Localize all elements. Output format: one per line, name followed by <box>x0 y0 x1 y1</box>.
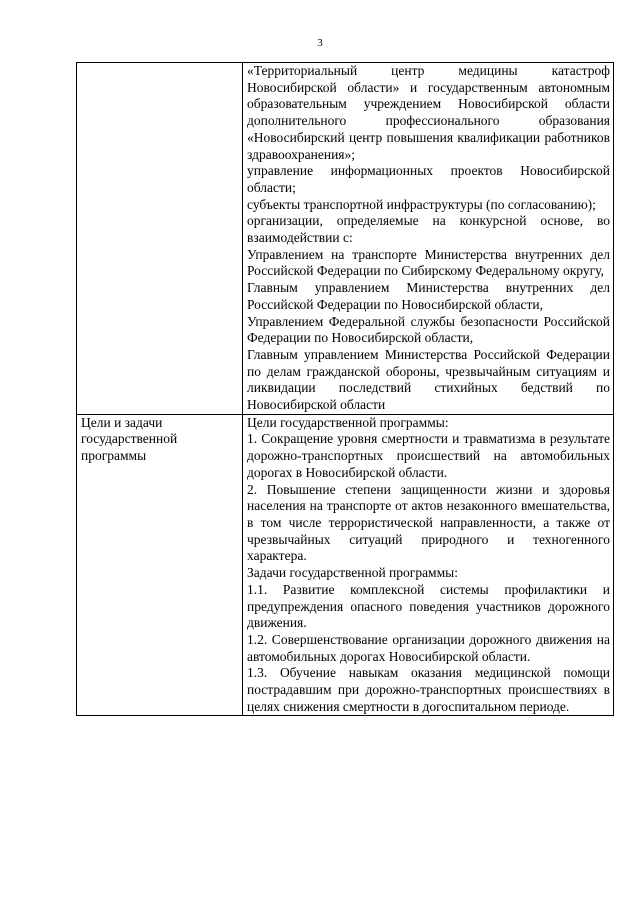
paragraph-goals-heading: Цели государственной программы: <box>247 414 449 430</box>
row-content-cell <box>243 63 614 415</box>
paragraph-interaction-emergency-ministry: Главным управлением Министерства Российской Федерации по делам гражданской обороны, чрезвычайным ситуациям и ликвидации последствий стихийных бедствий по Новосибирской области <box>247 346 610 413</box>
table-row <box>77 414 614 716</box>
paragraph-goal-1: 1. Сокращение уровня смертности и травматизма в результате дорожно-транспортных происшествий на автомобильных дорогах в Новосибирской области. <box>247 431 610 480</box>
row-label-cell <box>77 63 243 415</box>
paragraph-participant-transport-subjects: субъекты транспортной инфраструктуры (по согласованию); <box>247 196 596 212</box>
table-row <box>77 63 614 415</box>
paragraph-goal-2: 2. Повышение степени защищенности жизни и здоровья населения на транспорте от актов незаконного вмешательства, в том числе террористической направленности, а также от чрезвычайных ситуаций природного и техногенного характера. <box>247 481 610 564</box>
paragraph-task-1-1: 1.1. Развитие комплексной системы профилактики и предупреждения опасного поведения участников дорожного движения. <box>247 581 610 631</box>
paragraph-interaction-security-service: Управлением Федеральной службы безопасности Российской Федерации по Новосибирской области, <box>247 313 610 346</box>
paragraph-task-1-3: 1.3. Обучение навыкам оказания медицинской помощи пострадавшим при дорожно-транспортных происшествиях в целях снижения смертности в догоспитальном периоде. <box>247 665 610 714</box>
paragraph-participant-organizations: организации, определяемые на конкурсной основе, во взаимодействии с: <box>247 213 610 246</box>
paragraph-interaction-interior-ministry: Главным управлением Министерства внутренних дел Российской Федерации по Новосибирской области, <box>247 280 610 312</box>
paragraph-tasks-heading: Задачи государственной программы: <box>247 565 458 581</box>
row-content-cell <box>243 414 614 716</box>
paragraph-participants-continuation: «Территориальный центр медицины катастроф Новосибирской области» и государственным автономным образовательным учреждением Новосибирской области дополнительного профессионального образования «Новосибирский центр повышения квалификации работников здравоохранения»; <box>247 63 610 162</box>
page-number: 3 <box>317 37 323 49</box>
program-passport-table <box>76 62 614 716</box>
paragraph-task-1-2: 1.2. Совершенствование организации дорожного движения на автомобильных дорогах Новосибирской области. <box>247 631 610 664</box>
paragraph-interaction-transport-police: Управлением на транспорте Министерства внутренних дел Российской Федерации по Сибирскому Федеральному округу, <box>247 246 610 279</box>
paragraph-participant-info-projects: управление информационных проектов Новосибирской области; <box>247 163 610 195</box>
row-label-cell: Цели и задачи государственной программы <box>77 414 243 716</box>
